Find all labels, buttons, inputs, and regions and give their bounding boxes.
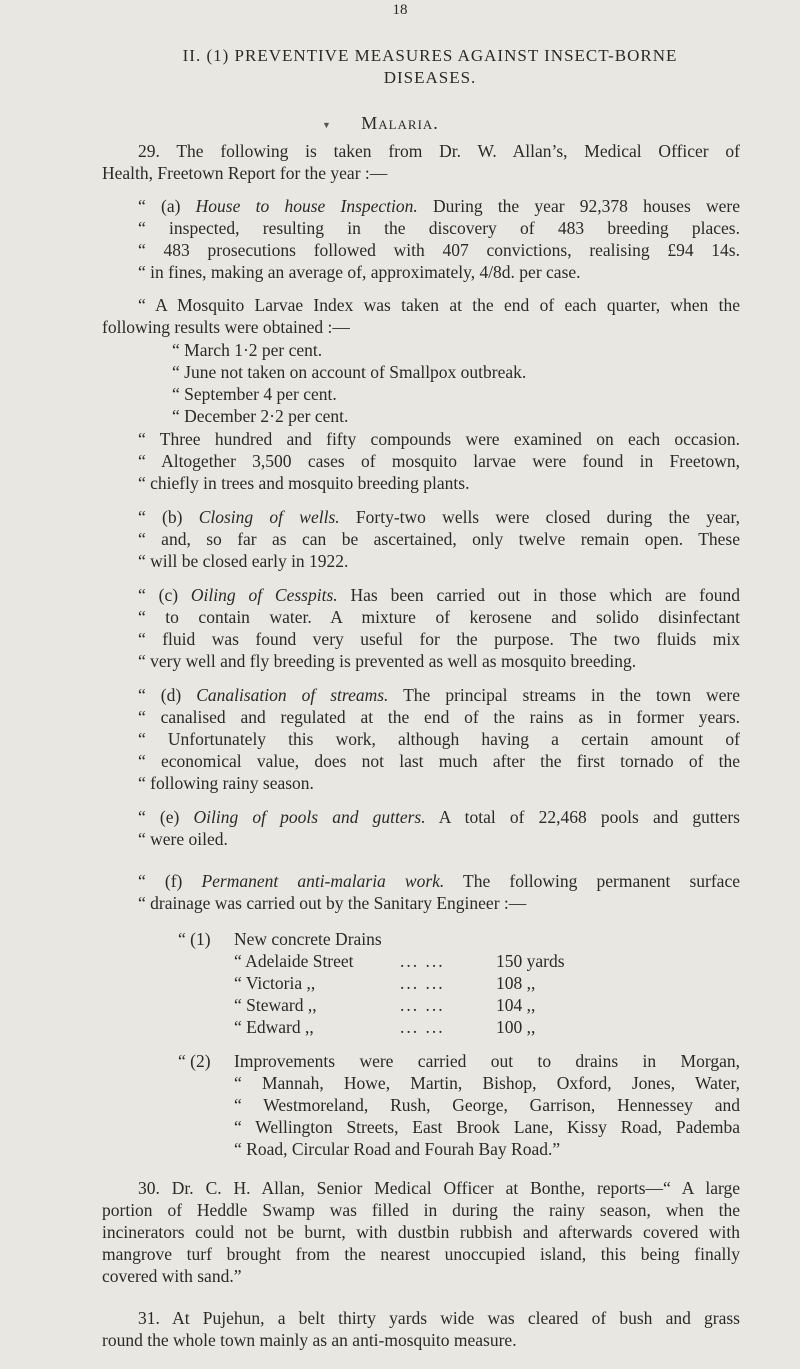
improvements-line5: “ Road, Circular Road and Fourah Bay Road.” [234, 1139, 561, 1159]
drain-leader: ... ... [400, 951, 445, 971]
item-c-line3: “ fluid was found very useful for the purpose. The two fluids mix [138, 629, 740, 649]
item-b-title: Closing of wells. [198, 507, 340, 527]
para30-line3: incinerators could not be burnt, with dustbin rubbish and afterwards covered with [102, 1222, 740, 1242]
item-f-line1 [138, 870, 740, 892]
item-d-line4: “ economical value, does not last much after the first tornado of the [138, 751, 740, 771]
drain-leader: ... ... [400, 973, 445, 993]
improvements-line4: “ Wellington Streets, East Brook Lane, Kissy Road, Pademba [234, 1117, 740, 1137]
item-a-line1 [138, 195, 740, 217]
item-f-label: “ (f) [138, 871, 202, 891]
drains-number: “ (1) [178, 929, 211, 949]
drain-leader: ... ... [400, 1017, 445, 1037]
item-a-text: During the year 92,378 houses were [417, 196, 740, 216]
item-d-line3: “ Unfortunately this work, although having a certain amount of [138, 729, 740, 749]
item-c-label: “ (c) [138, 585, 191, 605]
para30-line4: mangrove turf brought from the nearest unoccupied island, this being finally [102, 1244, 740, 1264]
item-d-label: “ (d) [138, 685, 197, 705]
item-b-label: “ (b) [138, 507, 199, 527]
index-december: “ December 2·2 per cent. [172, 406, 349, 426]
item-f-text: The following permanent surface [444, 871, 740, 891]
print-mark-icon: ▼ [322, 120, 331, 130]
subheading-malaria: Malaria. [361, 113, 439, 133]
index-march: “ March 1·2 per cent. [172, 340, 323, 360]
index-cases: “ Altogether 3,500 cases of mosquito larvae were found in Freetown, [138, 451, 740, 471]
improvements-line2: “ Mannah, Howe, Martin, Bishop, Oxford, Jones, Water, [234, 1073, 740, 1093]
item-e-line2: “ were oiled. [138, 829, 228, 849]
item-d-line2: “ canalised and regulated at the end of the rains as in former years. [138, 707, 740, 727]
item-d-text: The principal streams in the town were [388, 685, 740, 705]
index-june: “ June not taken on account of Smallpox outbreak. [172, 362, 527, 382]
para29-line1: 29. The following is taken from Dr. W. Allan’s, Medical Officer of [138, 141, 740, 161]
item-b-line3: “ will be closed early in 1922. [138, 551, 349, 571]
drains-title: New concrete Drains [234, 929, 382, 949]
improvements-line1: Improvements were carried out to drains in Morgan, [234, 1051, 740, 1071]
section-heading: II. (1) PREVENTIVE MEASURES AGAINST INSECT-BORNE [182, 46, 678, 65]
item-a-line4: “ in fines, making an average of, approximately, 4/8d. per case. [138, 262, 581, 282]
index-line2: following results were obtained :— [102, 317, 350, 337]
item-f-title: Permanent anti-malaria work. [201, 871, 445, 891]
index-line1: “ A Mosquito Larvae Index was taken at the end of each quarter, when the [138, 295, 740, 315]
improvements-line3: “ Westmoreland, Rush, George, Garrison, Hennessey and [234, 1095, 740, 1115]
para31-line1: 31. At Pujehun, a belt thirty yards wide was cleared of bush and grass [138, 1308, 740, 1328]
item-b-line1 [138, 506, 740, 528]
item-b-text: Forty-two wells were closed during the year, [339, 507, 740, 527]
drain-name: “ Steward ,, [234, 995, 317, 1015]
drain-length: 150 yards [496, 951, 565, 971]
item-b-line2: “ and, so far as can be ascertained, only twelve remain open. These [138, 529, 740, 549]
para30-line5: covered with sand.” [102, 1266, 242, 1286]
para29-line2: Health, Freetown Report for the year :— [102, 163, 388, 183]
item-c-line1 [138, 584, 740, 606]
drain-name: “ Adelaide Street [234, 951, 354, 971]
drain-leader: ... ... [400, 995, 445, 1015]
page-number: 18 [392, 2, 408, 18]
drain-length: 108 ,, [496, 973, 536, 993]
item-d-line1 [138, 684, 740, 706]
item-c-title: Oiling of Cesspits. [190, 585, 338, 605]
item-e-line1 [138, 806, 740, 828]
item-c-line2: “ to contain water. A mixture of kerosene and solido disinfectant [138, 607, 740, 627]
item-a-title: House to house Inspection. [195, 196, 418, 216]
item-d-line5: “ following rainy season. [138, 773, 314, 793]
index-september: “ September 4 per cent. [172, 384, 337, 404]
item-d-title: Canalisation of streams. [196, 685, 389, 705]
item-c-text: Has been carried out in those which are found [337, 585, 740, 605]
item-e-text: A total of 22,468 pools and gutters [425, 807, 740, 827]
item-f-line2: “ drainage was carried out by the Sanitary Engineer :— [138, 893, 527, 913]
para30-line2: portion of Heddle Swamp was filled in during the rainy season, when the [102, 1200, 740, 1220]
drain-length: 100 ,, [496, 1017, 536, 1037]
improvements-number: “ (2) [178, 1051, 211, 1071]
item-e-label: “ (e) [138, 807, 194, 827]
item-c-line4: “ very well and fly breeding is prevented as well as mosquito breeding. [138, 651, 637, 671]
drain-length: 104 ,, [496, 995, 536, 1015]
item-a-line3: “ 483 prosecutions followed with 407 convictions, realising £94 14s. [138, 240, 740, 260]
item-a-label: “ (a) [138, 196, 196, 216]
index-compounds: “ Three hundred and fifty compounds were examined on each occasion. [138, 429, 740, 449]
para30-line1: 30. Dr. C. H. Allan, Senior Medical Officer at Bonthe, reports—“ A large [138, 1178, 740, 1198]
section-heading-cont: DISEASES. [383, 68, 477, 87]
para31-line2: round the whole town mainly as an anti-mosquito measure. [102, 1330, 517, 1350]
item-a-line2: “ inspected, resulting in the discovery of 483 breeding places. [138, 218, 740, 238]
index-trees: “ chiefly in trees and mosquito breeding plants. [138, 473, 470, 493]
drain-name: “ Edward ,, [234, 1017, 314, 1037]
drain-name: “ Victoria ,, [234, 973, 316, 993]
item-e-title: Oiling of pools and gutters. [193, 807, 426, 827]
